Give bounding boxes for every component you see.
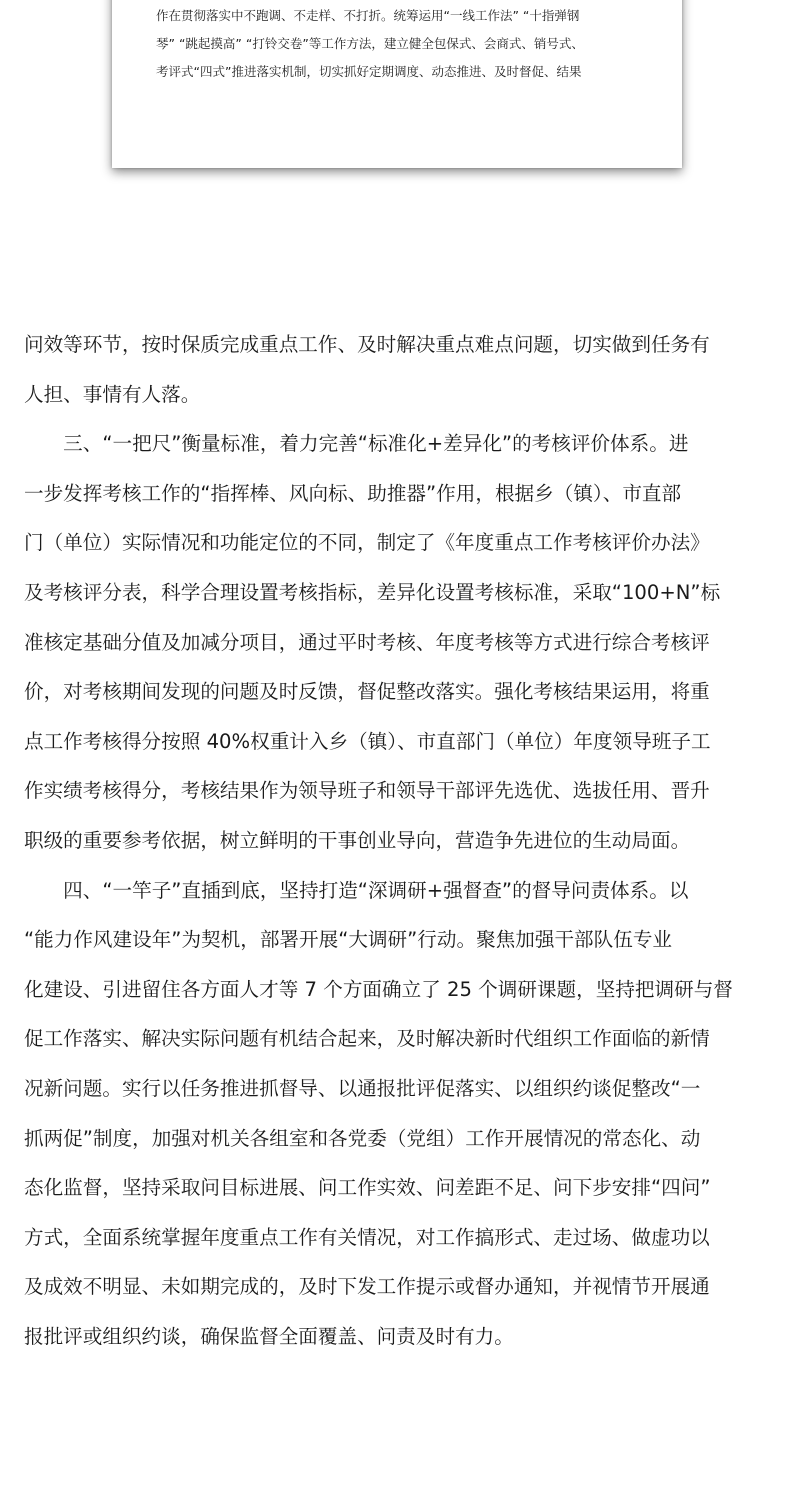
body-text-line: 人担、事情有人落。: [24, 382, 201, 406]
document-preview-card: [112, 0, 682, 168]
body-text-line: 问效等环节，按时保质完成重点工作、及时解决重点难点问题，切实做到任务有: [24, 333, 710, 356]
card-text-line: 琴” “跳起摸高” “打铃交卷”等工作方法，建立健全包保式、会商式、销号式、: [156, 36, 584, 51]
body-text-line: 价，对考核期间发现的问题及时反馈，督促整改落实。强化考核结果运用，将重: [24, 680, 710, 704]
body-text-line: 一步发挥考核工作的“指挥棒、风向标、助推器”作用，根据乡（镇）、市直部: [24, 481, 682, 505]
body-text-line: 报批评或组织约谈，确保监督全面覆盖、问责及时有力。: [24, 1324, 514, 1348]
body-text-line: 化建设、引进留住各方面人才等 7 个方面确立了 25 个调研课题，坚持把调研与督: [24, 977, 733, 1001]
card-text-line: 考评式“四式”推进落实机制，切实抓好定期调度、动态推进、及时督促、结果: [156, 64, 582, 79]
body-text-line: 点工作考核得分按照 40%权重计入乡（镇）、市直部门（单位）年度领导班子工: [24, 729, 711, 753]
body-text-line: 及考核评分表，科学合理设置考核指标，差异化设置考核标准，采取“100+N”标: [24, 580, 721, 604]
body-text-line: 门（单位）实际情况和功能定位的不同，制定了《年度重点工作考核评价办法》: [24, 531, 710, 555]
body-text-line: 准核定基础分值及加减分项目，通过平时考核、年度考核等方式进行综合考核评: [24, 630, 710, 654]
body-text-line: 职级的重要参考依据，树立鲜明的干事创业导向，营造争先进位的生动局面。: [24, 828, 691, 852]
body-text-line: 抓两促”制度，加强对机关各组室和各党委（党组）工作开展情况的常态化、动: [24, 1126, 701, 1150]
body-text-line: 作实绩考核得分，考核结果作为领导班子和领导干部评先选优、选拔任用、晋升: [24, 779, 710, 803]
body-text-line: “能力作风建设年”为契机，部署开展“大调研”行动。聚焦加强干部队伍专业: [24, 928, 673, 952]
document-body: [24, 320, 784, 1361]
body-text-line: 三、“一把尺”衡量标准，着力完善“标准化+差异化”的考核评价体系。进: [24, 432, 689, 456]
body-text-line: 四、“一竿子”直插到底，坚持打造“深调研+强督查”的督导问责体系。以: [24, 878, 689, 902]
body-text-line: 方式，全面系统掌握年度重点工作有关情况，对工作搞形式、走过场、做虚功以: [24, 1225, 710, 1249]
body-text-line: 促工作落实、解决实际问题有机结合起来，及时解决新时代组织工作面临的新情: [24, 1027, 710, 1051]
body-text-line: 态化监督，坚持采取问目标进展、问工作实效、问差距不足、问下步安排“四问”: [24, 1176, 711, 1200]
body-text-line: 况新问题。实行以任务推进抓督导、以通报批评促落实、以组织约谈促整改“一: [24, 1076, 701, 1100]
card-text-line: 作在贯彻落实中不跑调、不走样、不打折。统筹运用“一线工作法” “十指弹钢: [156, 8, 580, 23]
body-text-line: 及成效不明显、未如期完成的，及时下发工作提示或督办通知，并视情节开展通: [24, 1275, 710, 1299]
